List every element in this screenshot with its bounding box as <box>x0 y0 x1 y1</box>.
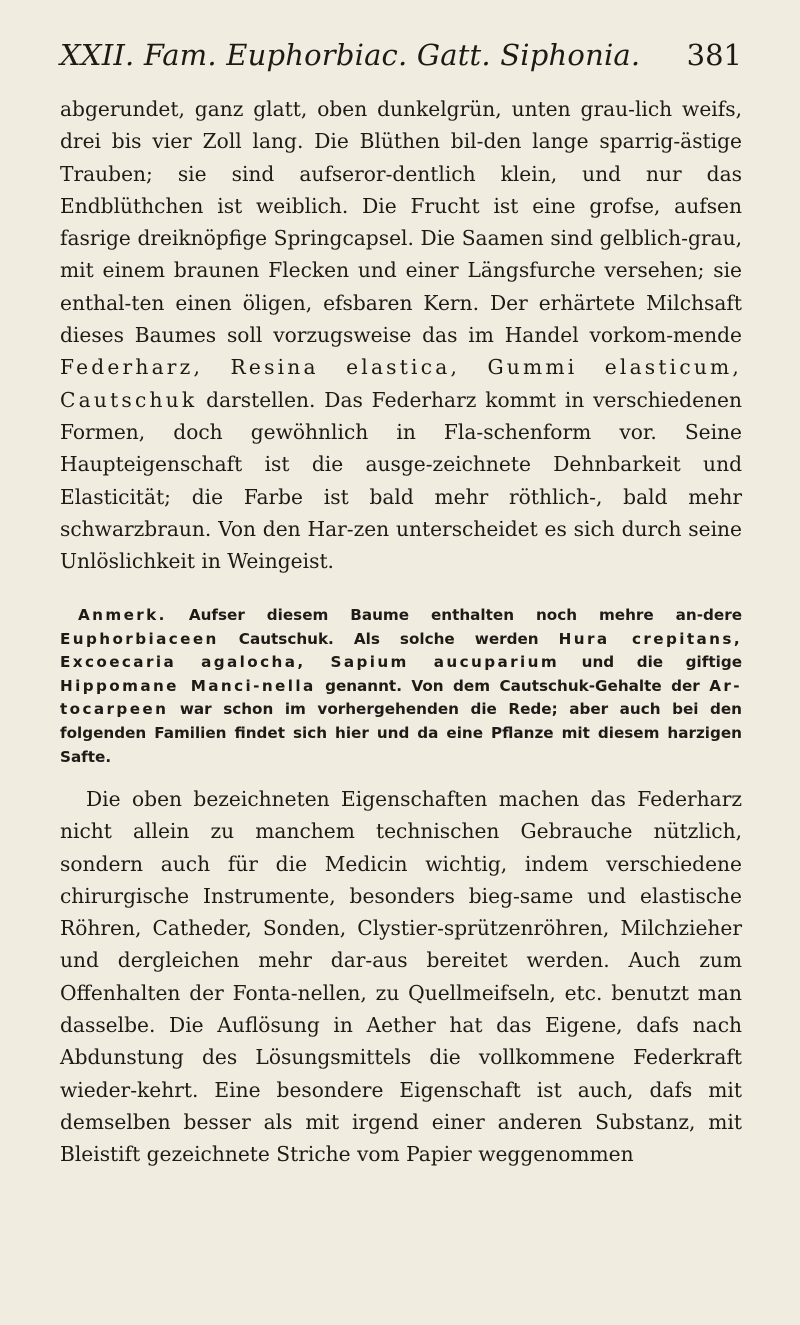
spaced-term: Federharz, Resina elastica, Gummi elasticum, Cautschuk <box>60 355 742 412</box>
spaced-term: Euphorbiaceen <box>60 629 219 648</box>
note-text: war schon im vorhergehenden die Rede; aber auch bei den folgenden Familien findet sich hier und da eine Pflanze mit diesem harzigen Safte. <box>60 700 742 766</box>
running-head: XXII. Fam. Euphorbiac. Gatt. Siphonia. <box>60 38 641 72</box>
paragraph-description <box>60 93 742 577</box>
spaced-term: Hippomane Manci-nella <box>60 676 316 695</box>
annotation-note <box>60 604 742 769</box>
note-text: und die giftige <box>559 653 742 672</box>
note-text: Aufser diesem Baume enthalten noch mehre an-dere <box>166 606 742 624</box>
spaced-term: Hura crepitans, Excoecaria agalocha, Sapium aucuparium <box>60 629 742 672</box>
page-number: 381 <box>686 38 742 72</box>
page-header <box>60 38 742 84</box>
note-text: Cautschuk. Als solche werden <box>218 629 559 648</box>
note-label: Anmerk. <box>78 606 167 624</box>
paragraph-uses: Die oben bezeichneten Eigenschaften machen das Federharz nicht allein zu manchem technischen Gebrauche nützlich, sondern auch für die Medicin wichtig, indem verschiedene chirurgische Instrumente, besonders bieg-same und elastische Röhren, Catheder, Sonden, Clystier-sprützenröhren, Milchzieher und dergleichen mehr dar-aus bereitet werden. Auch zum Offenhalten der Fonta-nellen, zu Quellmeifseln, etc. benutzt man dasselbe. Die Auflösung in Aether hat das Eigene, dafs nach Abdunstung des Lösungsmittels die vollkommene Federkraft wieder-kehrt. Eine besondere Eigenschaft ist auch, dafs mit demselben besser als mit irgend einer anderen Substanz, mit Bleistift gezeichnete Striche vom Papier weggenommen <box>60 787 742 1167</box>
spaced-term: Ar-tocarpeen <box>60 676 742 719</box>
paragraph-text: abgerundet, ganz glatt, oben dunkelgrün, unten grau-lich weifs, drei bis vier Zoll lang. Die Blüthen bil-den lange sparrig-ästige Trauben; sie sind aufseror-dentlich klein, und nur das Endblüthchen ist weiblich. Die Frucht ist eine grofse, aufsen fasrige dreiknöpfige Springcapsel. Die Saamen sind gelblich-grau, mit einem braunen Flecken und einer Längsfurche versehen; sie enthal-ten einen öligen, efsbaren Kern. Der erhärtete Milchsaft dieses Baumes soll vorzugsweise das im Handel vorkom-mende <box>60 97 742 348</box>
paragraph-text: darstellen. Das Federharz kommt in verschiedenen Formen, doch gewöhnlich in Fla-schenform vor. Seine Haupteigenschaft ist die ausge-zeichnete Dehnbarkeit und Elasticität; die Farbe ist bald mehr röthlich-, bald mehr schwarzbraun. Von den Har-zen unterscheidet es sich durch seine Unlöslichkeit in Weingeist. <box>60 387 742 574</box>
note-text: genannt. Von dem Cautschuk-Gehalte der <box>315 676 710 695</box>
